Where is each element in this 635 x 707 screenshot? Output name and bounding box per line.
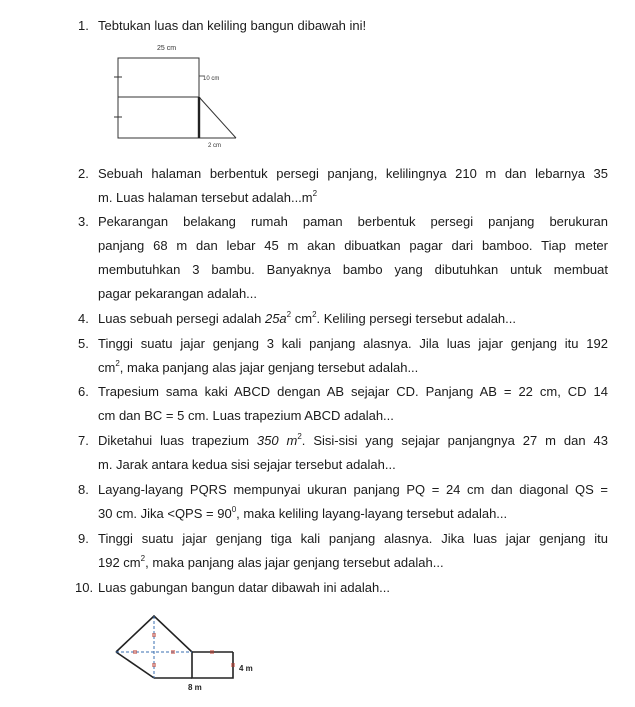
question-text-line: panjang 68 m dan lebar 45 m akan dibuatkan pagar dari bamboo. Tiap meter — [98, 238, 608, 253]
figure-rectangle-trapezoid — [100, 40, 260, 155]
math-expression: 25a — [264, 311, 287, 326]
question-text: Tebtukan luas dan keliling bangun dibawah ini! — [98, 18, 367, 33]
superscript: 2 — [286, 310, 292, 319]
superscript: 0 — [231, 505, 237, 514]
superscript: 2 — [312, 310, 317, 319]
question-text: , maka panjang alas jajar genjang tersebut adalah... — [119, 360, 419, 375]
question-text-line: cm dan BC = 5 cm. Luas trapezium ABCD adalah... — [98, 408, 394, 423]
question-text-line: Sebuah halaman berbentuk persegi panjang, kelilingnya 210 m dan lebarnya 35 — [98, 166, 608, 181]
question-number: 3. — [78, 214, 89, 229]
question-text-line: Pekarangan belakang rumah paman berbentuk persegi panjang berukuran — [98, 214, 608, 229]
figure2-outline — [116, 616, 233, 678]
question-text-line: Tinggi suatu jajar genjang tiga kali panjang alasnya. Jika luas jajar genjang itu — [98, 531, 608, 546]
question-text: , maka keliling layang-layang tersebut adalah... — [236, 506, 508, 521]
superscript: 2 — [115, 359, 120, 368]
question-number: 8. — [78, 482, 89, 497]
figure2-side-label: 4 m — [239, 664, 253, 673]
figure2-outline — [116, 652, 154, 678]
question-text: . Keliling persegi tersebut adalah... — [316, 311, 516, 326]
math-unit: cm — [98, 360, 116, 375]
figure2-bottom-label: 8 m — [188, 683, 202, 692]
question-text-line: m. Jarak antara kedua sisi sejajar tersebut adalah... — [98, 457, 396, 472]
question-text: . Sisi-sisi yang sejajar panjangnya 27 m dan 43 — [301, 433, 608, 448]
figure1-side-label: 10 cm — [203, 76, 220, 82]
math-unit: cm — [291, 311, 313, 326]
question-text: Luas sebuah persegi adalah — [98, 311, 265, 326]
question-number: 5. — [78, 336, 89, 351]
math-expression: 350 m — [256, 433, 298, 448]
question-text: 30 cm. Jika <QPS = 90 — [98, 506, 232, 521]
question-number: 4. — [78, 311, 89, 326]
figure-composite-shape — [110, 608, 270, 703]
figure1-top-label: 25 cm — [157, 45, 177, 52]
math-expression: 192 cm — [98, 555, 141, 570]
question-text-line: Layang-layang PQRS mempunyai ukuran panjang PQ = 24 cm dan diagonal QS = — [98, 482, 608, 497]
question-text: Luas gabungan bangun datar dibawah ini adalah... — [98, 580, 391, 595]
question-number: 10. — [75, 580, 94, 595]
question-number: 2. — [78, 166, 89, 181]
question-number: 9. — [78, 531, 89, 546]
question-number: 6. — [78, 384, 89, 399]
question-text: Diketahui luas trapezium — [98, 433, 257, 448]
question-text-line: pagar pekarangan adalah... — [98, 286, 258, 301]
figure1-bottom-label: 2 cm — [208, 143, 222, 149]
superscript: 2 — [140, 554, 146, 563]
question-number: 1. — [78, 18, 89, 33]
question-number: 7. — [78, 433, 89, 448]
question-text-line: Trapesium sama kaki ABCD dengan AB sejajar CD. Panjang AB = 22 cm, CD 14 — [98, 384, 608, 399]
question-text-line: membutuhkan 3 bambu. Banyaknya bambo yang dibutuhkan untuk membuat — [98, 262, 608, 277]
question-text: , maka panjang alas jajar genjang tersebut adalah... — [145, 555, 444, 570]
figure1-rect — [118, 58, 199, 138]
superscript: 2 — [312, 189, 318, 198]
question-text-line: Tinggi suatu jajar genjang 3 kali panjang alasnya. Jila luas jajar genjang itu 192 — [98, 336, 608, 351]
superscript: 2 — [297, 432, 302, 441]
figure1-slant-line — [199, 97, 236, 138]
question-text-line: m. Luas halaman tersebut adalah...m — [98, 190, 313, 205]
